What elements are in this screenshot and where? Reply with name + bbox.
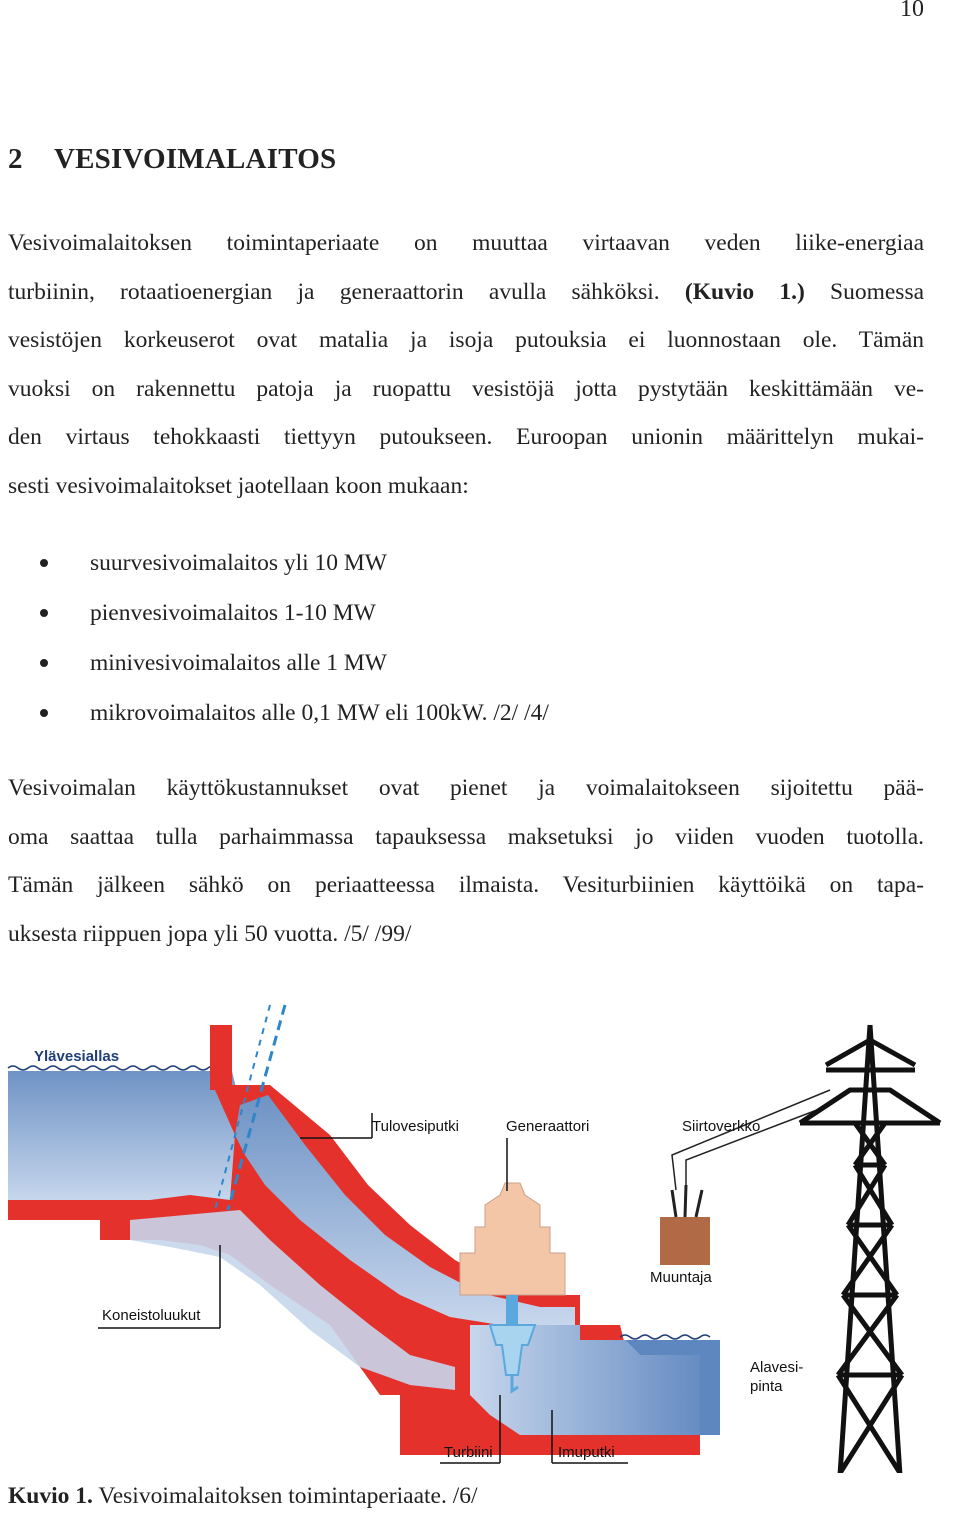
section-heading — [8, 143, 336, 176]
bullet-icon — [40, 559, 48, 567]
paragraph-line: vesistöjen korkeuserot ovat matalia ja isoja putouksia ei luonnostaan ole. Tämän — [8, 327, 924, 353]
label-penstock: Tulovesiputki — [372, 1118, 459, 1135]
paragraph-line: sesti vesivoimalaitokset jaotellaan koon mukaan: — [8, 472, 469, 499]
paragraph-line: vuoksi on rakennettu patoja ja ruopattu vesistöjä jotta pystytään keskittämään ve- — [8, 375, 924, 402]
section-number: 2 — [8, 143, 23, 175]
transmission-tower-icon — [800, 1025, 940, 1473]
list-item: suurvesivoimalaitos yli 10 MW — [40, 538, 549, 588]
label-draft-tube: Imuputki — [558, 1444, 615, 1461]
paragraph-line: oma saattaa tulla parhaimmassa tapauksessa maksetuksi jo viiden vuoden tuotolla. — [8, 823, 924, 850]
label-turbine: Turbiini — [444, 1444, 493, 1461]
label-grid: Siirtoverkko — [682, 1118, 761, 1135]
figure-reference: (Kuvio 1.) — [684, 278, 805, 305]
paragraph-line: turbiinin, rotaatioenergian ja generaattorin avulla sähköksi. (Kuvio 1.) Suomessa — [8, 278, 925, 305]
paragraph-line: uksesta riippuen jopa yli 50 vuotta. /5/ /99/ — [8, 920, 412, 947]
label-upper-water: Ylävesiallas — [34, 1048, 120, 1065]
transformer — [660, 1217, 710, 1265]
label-transformer: Muuntaja — [650, 1269, 712, 1286]
upper-reservoir — [8, 1071, 240, 1200]
bullet-icon — [40, 609, 48, 617]
caption-text: Vesivoimalaitoksen toimintaperiaate. /6/ — [98, 1483, 478, 1509]
paragraph-line: Tämän jälkeen sähkö on periaatteessa ilmaista. Vesiturbiinien käyttöikä on tapa- — [8, 872, 924, 898]
bullet-icon — [40, 659, 48, 667]
generator — [460, 1183, 565, 1295]
page-number: 10 — [900, 0, 924, 22]
list-item: minivesivoimalaitos alle 1 MW — [40, 638, 549, 688]
list-item: pienvesivoimalaitos 1-10 MW — [40, 588, 549, 638]
paragraph-line: Vesivoimalan käyttökustannukset ovat pienet ja voimalaitokseen sijoitettu pää- — [8, 775, 924, 801]
paragraph-line: den virtaus tehokkaasti tiettyyn putoukseen. Euroopan unionin määrittelyn mukai- — [8, 424, 924, 450]
cost-paragraph — [8, 764, 924, 958]
list-item: mikrovoimalaitos alle 0,1 MW eli 100kW. /2/ /4/ — [40, 688, 549, 738]
figure-caption — [8, 1483, 478, 1510]
size-class-list — [40, 538, 549, 738]
section-title: VESIVOIMALAITOS — [54, 143, 337, 175]
bullet-icon — [40, 709, 48, 717]
caption-label: Kuvio 1. — [8, 1483, 93, 1509]
label-lower-water-2: pinta — [750, 1378, 783, 1395]
intro-paragraph — [8, 219, 924, 510]
label-generator: Generaattori — [506, 1118, 590, 1135]
label-lower-water-1: Alavesi- — [750, 1359, 804, 1376]
hydropower-figure — [0, 995, 960, 1473]
hydropower-diagram — [0, 995, 960, 1473]
label-machine-gates: Koneistoluukut — [102, 1307, 201, 1324]
turbine-shaft — [506, 1295, 518, 1325]
paragraph-line: Vesivoimalaitoksen toimintaperiaate on muuttaa virtaavan veden liike-energiaa — [8, 230, 924, 256]
